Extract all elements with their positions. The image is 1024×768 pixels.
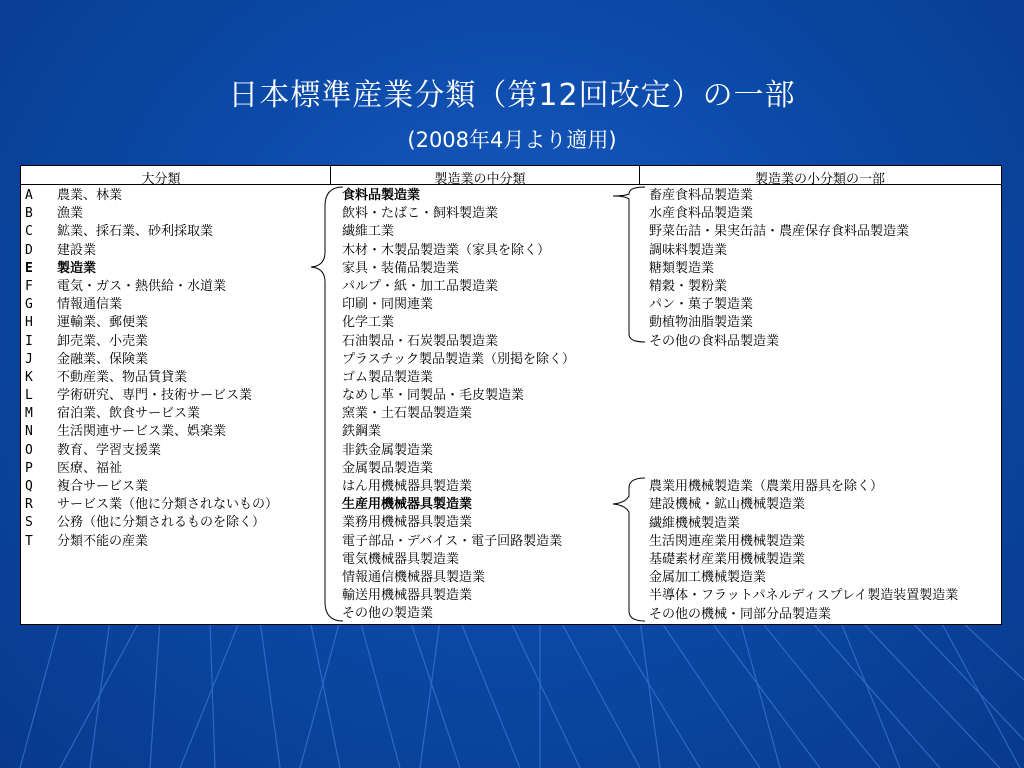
major-letter: O [25, 442, 33, 458]
major-label: 製造業 [57, 260, 97, 276]
minor-food-row: 糖類製造業 [649, 260, 715, 276]
minor-food-row: 精穀・製粉業 [649, 278, 728, 294]
major-label: サービス業（他に分類されないもの） [57, 497, 279, 513]
major-label: 生活関連サービス業、娯楽業 [57, 424, 227, 440]
middle-row: 情報通信機械器具製造業 [342, 569, 486, 585]
middle-row: 食料品製造業 [342, 188, 421, 203]
middle-row: その他の製造業 [342, 606, 434, 622]
middle-row: 生産用機械器具製造業 [342, 497, 473, 513]
major-letter: S [25, 515, 33, 531]
minor-food-row: その他の食料品製造業 [649, 333, 780, 349]
middle-row: 鉄鋼業 [342, 424, 382, 440]
middle-row: パルプ・紙・加工品製造業 [342, 278, 499, 294]
major-label: 情報通信業 [57, 297, 123, 313]
classification-table [20, 165, 1002, 625]
minor-machinery-row: 半導体・フラットパネルディスプレイ製造装置製造業 [649, 588, 959, 604]
bracket-major-to-middle [311, 187, 343, 621]
minor-machinery-row: 金属加工機械製造業 [649, 570, 767, 586]
major-letter: H [25, 315, 33, 331]
minor-machinery-row: 生活関連産業用機械製造業 [649, 533, 806, 549]
minor-food-row: 水産食料品製造業 [649, 206, 754, 222]
minor-machinery-row: 繊維機械製造業 [649, 515, 741, 531]
major-letter: L [25, 388, 33, 404]
middle-row: 非鉄金属製造業 [342, 442, 434, 458]
middle-row: プラスチック製品製造業（別掲を除く） [342, 351, 575, 367]
minor-food-row: 野菜缶詰・果実缶詰・農産保存食料品製造業 [649, 224, 910, 240]
major-label: 医療、福祉 [57, 460, 123, 476]
major-label: 教育、学習支援業 [57, 442, 162, 458]
major-letter: T [25, 533, 33, 549]
middle-row: ゴム製品製造業 [342, 369, 434, 385]
major-letter: E [25, 260, 33, 276]
middle-row: 窯業・土石製品製造業 [342, 406, 473, 422]
major-letter: C [25, 224, 33, 240]
major-label: 公務（他に分類されるものを除く） [57, 515, 266, 531]
slide-title: 日本標準産業分類（第12回改定）の一部 [228, 78, 796, 113]
middle-row: 印刷・同関連業 [342, 297, 434, 313]
major-label: 卸売業、小売業 [57, 333, 149, 349]
major-letter: R [25, 497, 33, 513]
major-letter: Q [25, 479, 33, 494]
major-label: 宿泊業、飲食サービス業 [57, 406, 201, 422]
bracket-lines [21, 166, 1001, 624]
major-letter: I [25, 333, 33, 349]
middle-row: 飲料・たばこ・飼料製造業 [342, 206, 499, 222]
major-letter: N [25, 424, 33, 440]
slide-subtitle: (2008年4月より適用) [407, 128, 617, 152]
middle-row: 電気機械器具製造業 [342, 551, 460, 567]
middle-row: 家具・装備品製造業 [342, 260, 460, 276]
major-label: 不動産業、物品賃貸業 [57, 369, 188, 385]
major-label: 建設業 [57, 242, 97, 258]
major-letter: M [25, 406, 33, 422]
minor-machinery-row: 基礎素材産業用機械製造業 [649, 551, 806, 567]
major-label: 分類不能の産業 [57, 533, 149, 549]
bracket-machinery [613, 478, 645, 621]
major-label: 漁業 [57, 206, 84, 222]
minor-machinery-row: その他の機械・同部分品製造業 [649, 606, 832, 622]
minor-food-row: パン・菓子製造業 [649, 297, 754, 313]
major-letter: F [25, 278, 33, 294]
major-label: 農業、林業 [57, 188, 123, 203]
middle-row: 木材・木製品製造業（家具を除く） [342, 242, 551, 258]
major-letter: P [25, 460, 33, 476]
header-major: 大分類 [141, 172, 181, 187]
major-label: 複合サービス業 [57, 479, 149, 494]
middle-row: 輸送用機械器具製造業 [342, 588, 473, 604]
major-letter: K [25, 369, 33, 385]
middle-row: はん用機械器具製造業 [342, 479, 473, 494]
major-letter: B [25, 206, 33, 222]
minor-machinery-row: 農業用機械製造業（農業用器具を除く） [649, 479, 884, 495]
major-label: 運輸業、郵便業 [57, 315, 149, 331]
minor-machinery-row: 建設機械・鉱山機械製造業 [649, 497, 806, 513]
major-letter: D [25, 242, 33, 258]
minor-food-row: 動植物油脂製造業 [649, 315, 754, 331]
minor-food-row: 調味料製造業 [649, 242, 728, 258]
major-letter: A [25, 188, 33, 203]
middle-row: 石油製品・石炭製品製造業 [342, 333, 499, 349]
middle-row: 化学工業 [342, 315, 395, 331]
middle-row: 金属製品製造業 [342, 460, 434, 476]
header-middle: 製造業の中分類 [434, 172, 526, 187]
middle-row: なめし革・同製品・毛皮製造業 [342, 388, 525, 404]
header-minor: 製造業の小分類の一部 [754, 172, 885, 187]
major-label: 学術研究、専門・技術サービス業 [57, 388, 253, 404]
middle-row: 業務用機械器具製造業 [342, 515, 473, 531]
major-label: 金融業、保険業 [57, 351, 149, 367]
bracket-food [613, 187, 645, 342]
middle-row: 電子部品・デバイス・電子回路製造業 [342, 533, 563, 549]
decorative-lines [0, 620, 1024, 768]
major-letter: J [25, 351, 33, 367]
major-label: 鉱業、採石業、砂利採取業 [57, 224, 214, 240]
minor-food-row: 畜産食料品製造業 [649, 188, 754, 203]
middle-row: 繊維工業 [342, 224, 395, 240]
major-label: 電気・ガス・熱供給・水道業 [57, 278, 227, 294]
major-letter: G [25, 297, 33, 313]
